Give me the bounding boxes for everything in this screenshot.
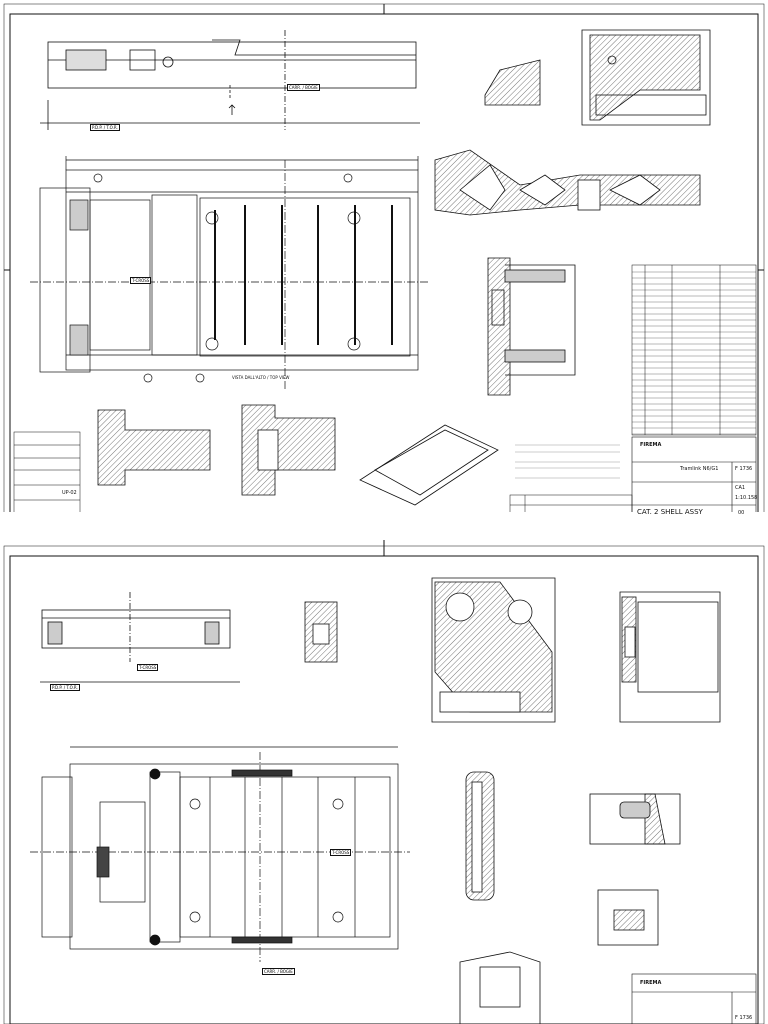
plan-view [30,156,430,390]
revision-mark: UP-02 [62,490,77,496]
sheet2-plan-view [30,747,410,962]
title-block-scale: 1:10.158 [735,495,758,501]
sheet2-tag-a: T-CROSS [139,665,157,670]
sheet2-section-b [432,578,555,722]
section-view-a [485,30,710,125]
section-view-c [488,258,575,395]
notes-lines [515,445,620,478]
sheet2-detail-e [590,794,680,844]
title-block-project: Tramlink N6/G1 [680,466,719,472]
title-block-company: FIREMA [640,442,662,448]
sheet2-detail-f [598,890,658,945]
label-pdp-tor: P.D.P. / T.O.R. [92,125,118,130]
sheet2-detail-d [466,772,494,900]
detail-views [98,405,498,505]
label-carr-bogie: CARR. / BOGIE [289,85,318,90]
title-block-sheet: CA1 [735,485,746,491]
drawing-sheet-2 [0,512,768,1024]
title-block-rev: 00 [738,510,745,516]
sheet2-detail-g [460,952,540,1024]
sheet2-label-pdp: P.D.P. / T.O.R. [52,685,78,690]
sheet2-section-a [305,602,337,662]
elevation-view [40,30,420,130]
sheet2-section-c [620,592,720,722]
plan-view-caption: VISTA DALL'ALTO / TOP VIEW [232,375,290,380]
title-block-title: CAT. 2 SHELL ASSY [637,508,703,516]
revision-table [510,495,632,512]
sheet2-tag-b: T-CROSS [332,850,350,855]
title-block-code: F 1736 [735,466,753,472]
revision-block [14,432,80,512]
section-view-b [435,150,700,215]
sheet-2-border [10,556,758,1024]
sheet2-label-carr: CARR. / BOGIE [264,969,293,974]
plan-view-tag: T-CROSS [132,278,150,283]
sheet-2-drawing [0,512,768,1024]
sheet2-title-block-code: F 1736 [735,1015,753,1021]
sheet2-title-block-company: FIREMA [640,980,662,986]
